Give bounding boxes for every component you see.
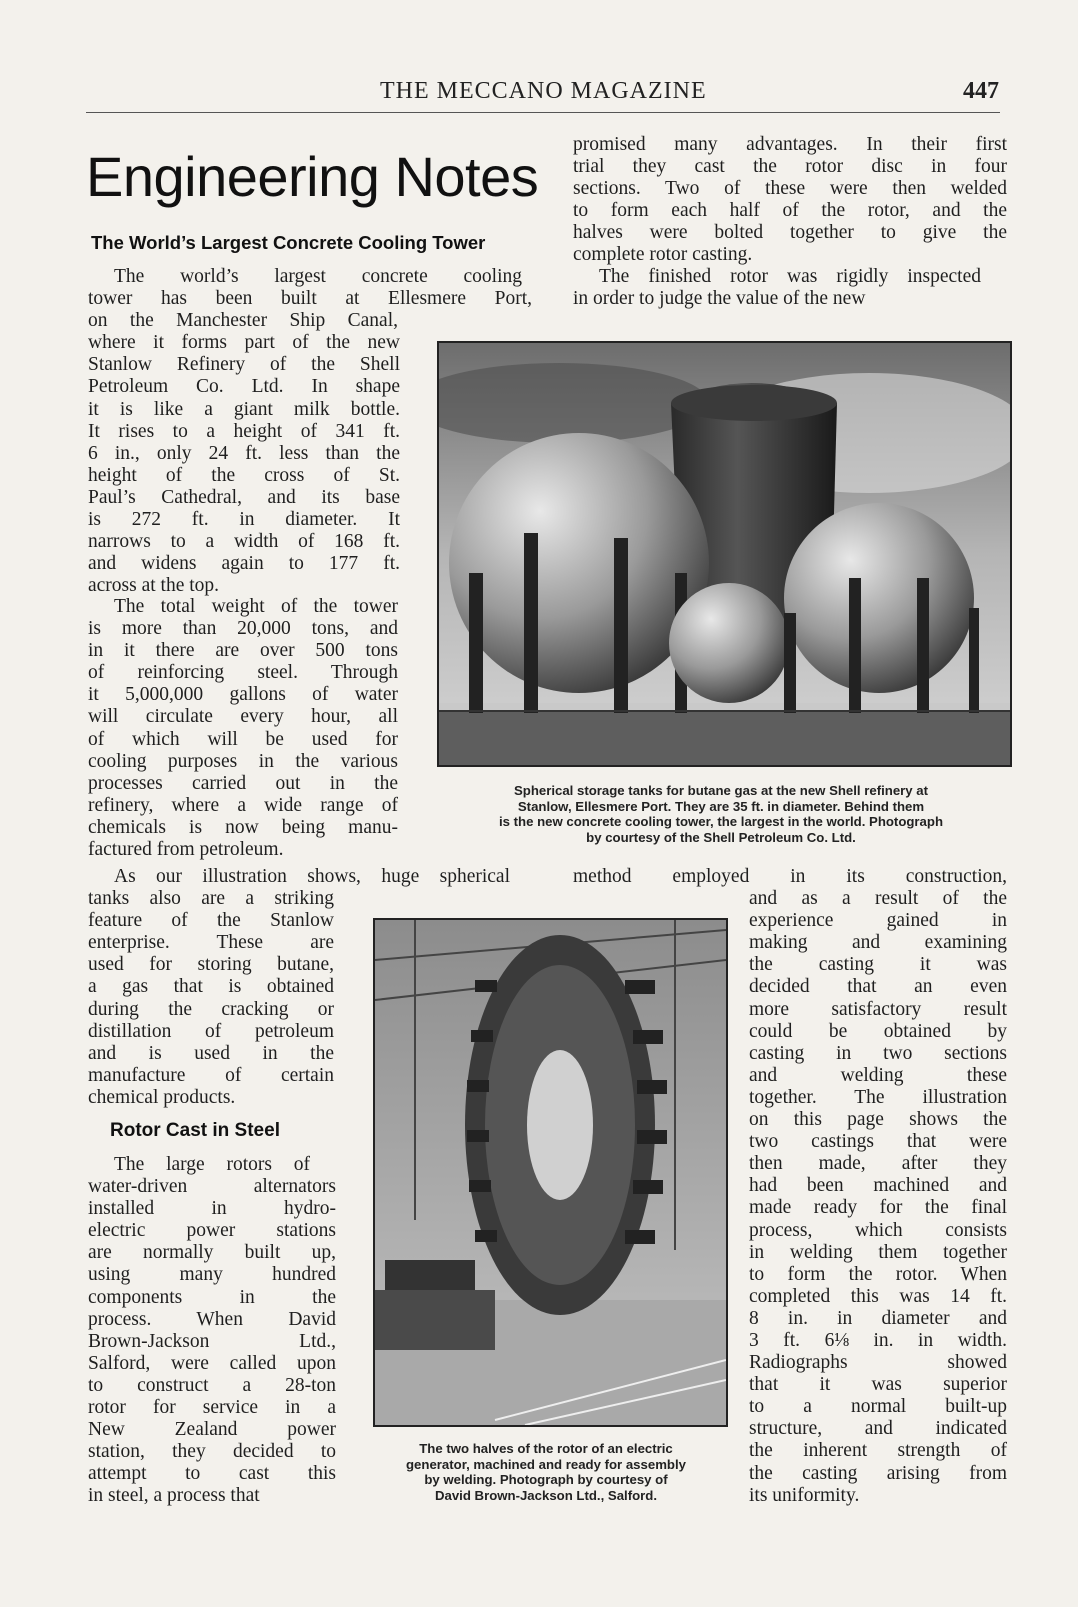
text-line: two castings that were xyxy=(749,1131,1007,1153)
text-line: will circulate every hour, all xyxy=(88,706,398,728)
text-line: its uniformity. xyxy=(749,1484,860,1506)
caption-line: David Brown-Jackson Ltd., Salford. xyxy=(434,1487,658,1503)
photo-rotor-halves xyxy=(373,918,728,1427)
running-title: THE MECCANO MAGAZINE xyxy=(380,78,707,104)
text-line: Paul’s Cathedral, and its base xyxy=(88,486,400,508)
text-line: distillation of petroleum xyxy=(88,1020,334,1042)
section-heading-rotor: Rotor Cast in Steel xyxy=(110,1120,280,1141)
text-line: that it was superior xyxy=(749,1374,1007,1396)
caption-rotor-halves xyxy=(360,1441,732,1503)
text-line: decided that an even xyxy=(749,976,1007,998)
text-line: cooling purposes in the various xyxy=(88,750,398,772)
storage-tanks-illustration xyxy=(439,343,1010,765)
text-line: the casting it was xyxy=(749,954,1007,976)
text-line: of reinforcing steel. Through xyxy=(88,662,398,684)
text-line: the casting arising from xyxy=(749,1462,1007,1484)
caption-line: by courtesy of the Shell Petroleum Co. Ltd. xyxy=(586,829,856,845)
text-line: making and examining xyxy=(749,932,1007,954)
text-line: structure, and indicated xyxy=(749,1418,1007,1440)
text-line: height of the cross of St. xyxy=(88,464,400,486)
text-line: 6 in., only 24 ft. less than the xyxy=(88,442,400,464)
caption-line: generator, machined and ready for assembly xyxy=(406,1456,686,1472)
text-line: method employed in its construction, xyxy=(573,866,1007,887)
text-line: installed in hydro- xyxy=(88,1198,336,1220)
rotor-illustration xyxy=(375,920,726,1425)
text-line: in it there are over 500 tons xyxy=(88,640,398,662)
text-line: Stanlow Refinery of the Shell xyxy=(88,354,400,376)
text-line: The large rotors of xyxy=(114,1154,310,1175)
text-line: The finished rotor was rigidly inspected xyxy=(599,266,981,287)
text-line: on the Manchester Ship Canal, xyxy=(88,310,398,332)
caption-line: is the new concrete cooling tower, the largest in the world. Photograph xyxy=(498,814,944,829)
text-line: tower has been built at Ellesmere Port, xyxy=(88,288,532,310)
text-line: it 5,000,000 gallons of water xyxy=(88,684,398,706)
text-line: could be obtained by xyxy=(749,1020,1007,1042)
text-line: The total weight of the tower xyxy=(114,596,398,617)
text-line: a gas that is obtained xyxy=(88,976,334,998)
text-line: to form each half of the rotor, and the xyxy=(573,200,1007,222)
text-line: complete rotor casting. xyxy=(573,244,753,266)
caption-line: The two halves of the rotor of an electric xyxy=(419,1441,673,1456)
text-line: are normally built up, xyxy=(88,1242,336,1264)
text-line: and is used in the xyxy=(88,1042,334,1064)
text-line: chemical products. xyxy=(88,1086,236,1108)
text-line: electric power stations xyxy=(88,1220,336,1242)
caption-line: by welding. Photograph by courtesy of xyxy=(424,1472,668,1487)
text-line: where it forms part of the new xyxy=(88,332,400,354)
paragraph-rotor-inspection xyxy=(573,266,1017,310)
text-line: is more than 20,000 tons, and xyxy=(88,618,398,640)
text-line: factured from petroleum. xyxy=(88,839,284,861)
text-line: trial they cast the rotor disc in four xyxy=(573,156,1007,178)
paragraph-rotor-continued xyxy=(573,134,1017,267)
paragraph-rotor-1 xyxy=(88,1154,336,1508)
text-line: to construct a 28-ton xyxy=(88,1374,336,1396)
text-line: New Zealand power xyxy=(88,1419,336,1441)
text-line: using many hundred xyxy=(88,1264,336,1286)
header-rule xyxy=(86,112,1000,113)
text-line: water-driven alternators xyxy=(88,1176,336,1198)
text-line: used for storing butane, xyxy=(88,954,334,976)
text-line: Radiographs showed xyxy=(749,1352,1007,1374)
text-line: It rises to a height of 341 ft. xyxy=(88,420,400,442)
text-line: completed this was 14 ft. xyxy=(749,1285,1007,1307)
text-line: then made, after they xyxy=(749,1153,1007,1175)
text-line: chemicals is now being manu- xyxy=(88,816,398,838)
text-line: it is like a giant milk bottle. xyxy=(88,398,400,420)
text-line: components in the xyxy=(88,1286,336,1308)
caption-line: Stanlow, Ellesmere Port. They are 35 ft. in diameter. Behind them xyxy=(517,798,925,814)
text-line: to a normal built-up xyxy=(749,1396,1007,1418)
article-title: Engineering Notes xyxy=(86,145,539,208)
text-line: on this page shows the xyxy=(749,1109,1007,1131)
text-line: Petroleum Co. Ltd. In shape xyxy=(88,376,400,398)
text-line: and widens again to 177 ft. xyxy=(88,553,400,575)
text-line: in welding them together xyxy=(749,1241,1007,1263)
text-line: of which will be used for xyxy=(88,728,398,750)
text-line: process, which consists xyxy=(749,1219,1007,1241)
text-line: is 272 ft. in diameter. It xyxy=(88,509,400,531)
text-line: and as a result of the xyxy=(749,888,1007,910)
text-line: casting in two sections xyxy=(749,1042,1007,1064)
text-line: sections. Two of these were then welded xyxy=(573,178,1007,200)
text-line: 3 ft. 6⅛ in. in width. xyxy=(749,1329,1007,1351)
text-line: tanks also are a striking xyxy=(88,888,334,910)
text-line: As our illustration shows, huge spherical xyxy=(114,866,510,887)
text-line: across at the top. xyxy=(88,575,220,597)
text-line: manufacture of certain xyxy=(88,1064,334,1086)
text-line: station, they decided to xyxy=(88,1441,336,1463)
text-line: promised many advantages. In their first xyxy=(573,134,1007,155)
photo-storage-tanks xyxy=(437,341,1012,767)
paragraph-cooling-tower-2 xyxy=(88,596,410,861)
text-line: in order to judge the value of the new xyxy=(573,288,866,310)
text-line: experience gained in xyxy=(749,910,1007,932)
text-line: refinery, where a wide range of xyxy=(88,794,398,816)
caption-line: Spherical storage tanks for butane gas at the new Shell refinery at xyxy=(513,783,929,798)
page-number: 447 xyxy=(963,78,999,104)
text-line: more satisfactory result xyxy=(749,998,1007,1020)
text-line: made ready for the final xyxy=(749,1197,1007,1219)
text-line: together. The illustration xyxy=(749,1086,1007,1108)
text-line: during the cracking or xyxy=(88,998,334,1020)
text-line: in steel, a process that xyxy=(88,1485,260,1507)
text-line: enterprise. These are xyxy=(88,932,334,954)
section-heading-cooling-tower: The World’s Largest Concrete Cooling Tower xyxy=(91,232,486,253)
text-line: The world’s largest concrete cooling xyxy=(114,266,522,287)
caption-storage-tanks xyxy=(430,783,1012,845)
text-line: halves were bolted together to give the xyxy=(573,222,1007,244)
text-line: Brown-Jackson Ltd., xyxy=(88,1330,336,1352)
text-line: narrows to a width of 168 ft. xyxy=(88,531,400,553)
text-line: 8 in. in diameter and xyxy=(749,1307,1007,1329)
text-line: had been machined and xyxy=(749,1175,1007,1197)
text-line: Salford, were called upon xyxy=(88,1352,336,1374)
text-line: feature of the Stanlow xyxy=(88,910,334,932)
text-line: the inherent strength of xyxy=(749,1440,1007,1462)
text-line: attempt to cast this xyxy=(88,1463,336,1485)
text-line: process. When David xyxy=(88,1308,336,1330)
text-line: and welding these xyxy=(749,1064,1007,1086)
text-line: rotor for service in a xyxy=(88,1397,336,1419)
text-line: processes carried out in the xyxy=(88,772,398,794)
text-line: to form the rotor. When xyxy=(749,1263,1007,1285)
